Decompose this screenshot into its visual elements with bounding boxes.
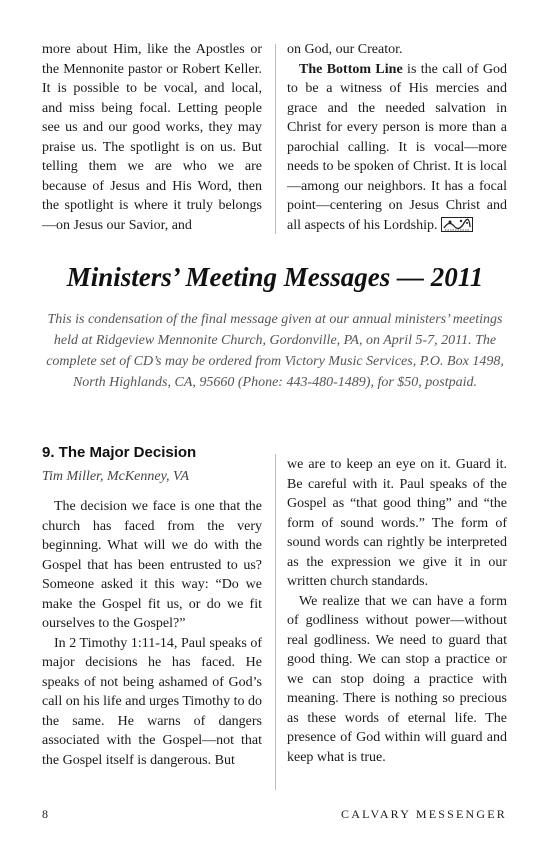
bottom-line-label: The Bottom Line: [299, 61, 403, 77]
article-right-column: [287, 455, 507, 767]
top-right-first-line: on God, our Creator.: [287, 42, 403, 57]
top-column-divider: [275, 44, 276, 234]
top-left-column: [42, 40, 262, 235]
article-left-column: [42, 497, 262, 770]
article-heading: 9. The Major Decision: [42, 444, 197, 461]
top-left-paragraph: more about Him, like the Apostles or the Mennonite pastor or Robert Keller. It is possible to be vocal, and local, and miss being focal. Letting people see us and our good works, they may praise us. The spotlight is on us. But telling them we are who we are because of Jesus and His Word, then the spotlight is where it truly belongs—on Jesus our Savior, and: [42, 42, 262, 233]
article-left-paragraph-2: In 2 Timothy 1:11-14, Paul speaks of major decisions he has faced. He speaks of not being ashamed of God’s call on his life and urges Timothy to do the same. He warns of dangers associated with the Gospel—not that the Gospel itself is dangerous. But: [42, 635, 262, 768]
page-number: 8: [42, 807, 48, 821]
end-of-article-ornament-icon: [441, 217, 473, 232]
bottom-line-paragraph: [287, 60, 507, 236]
article-column-divider: [275, 454, 276, 790]
article-left-paragraph-1: The decision we face is one that the church has faced from the very beginning. What will we do with the Gospel that has been entrusted to us? Someone asked it this way: “Do we make the Gospel fit us, or do we fit ourselves to the Gospel?”: [42, 499, 262, 631]
top-right-column: [287, 40, 507, 235]
article-right-paragraph-2: We realize that we can have a form of godliness without power—without real godliness. We need to guard that good thing. We can stop a practice or we can stop doing a practice with meaning. There is nothing so precious as these words of eternal life. The presence of God within will guard and keep what is true.: [287, 593, 507, 765]
section-intro: This is condensation of the final message given at our annual ministers’ meetings held at Ridgeview Mennonite Church, Gordonville, PA, on April 5-7, 2011. The complete set of CD’s may be ordered from Victory Music Services, P.O. Box 1498, North Highlands, CA, 95660 (Phone: 443-480-1489), for $50, postpaid.: [46, 312, 504, 390]
bottom-line-text: is the call of God to be a witness of His mercies and grace and the needed salvation in Christ for every person is more than a parochial calling. It is vocal—more needs to be spoken of Christ. It is local—among our neighbors. It has a focal point—centering on Jesus Christ and all aspects of his Lordship.: [287, 61, 508, 233]
section-title: Ministers’ Meeting Messages — 2011: [66, 262, 484, 292]
article-right-paragraph-1: we are to keep an eye on it. Guard it. Be careful with it. Paul speaks of the Gospel as “that good thing” and “the form of sound words.” The form of sound words can rightly be interpreted as the expression we give it in our written church standards.: [287, 457, 507, 589]
publication-title: CALVARY MESSENGER: [341, 807, 507, 821]
article-byline: Tim Miller, McKenney, VA: [42, 469, 190, 484]
